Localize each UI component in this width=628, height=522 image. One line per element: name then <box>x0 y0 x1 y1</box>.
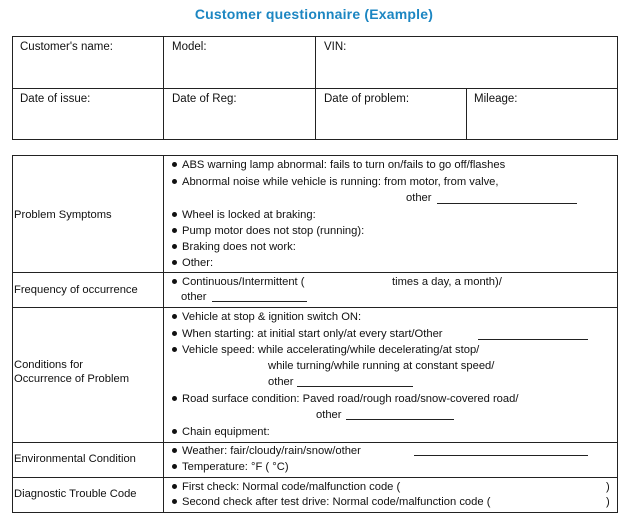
frequency-label: Frequency of occurrence <box>14 284 138 296</box>
symptom-other-blank[interactable] <box>437 203 577 204</box>
divider <box>12 442 618 443</box>
divider <box>315 36 316 140</box>
bullet-icon <box>172 396 177 401</box>
condition-item[interactable] <box>172 393 518 406</box>
conditions-label-line1: Conditions for <box>14 359 84 371</box>
frequency-other-blank[interactable] <box>212 301 307 302</box>
divider <box>163 155 164 513</box>
temperature-item[interactable] <box>172 461 289 474</box>
bullet-icon <box>172 244 177 249</box>
condition-text: When starting: at initial start only/at every start/Other <box>182 328 443 340</box>
bullet-icon <box>172 429 177 434</box>
dtc-second-check[interactable] <box>172 496 490 509</box>
condition-item[interactable] <box>172 311 361 324</box>
frequency-other-label: other <box>181 291 207 303</box>
customer-name-field[interactable]: Customer's name: <box>20 41 113 53</box>
weather-text: Weather: fair/cloudy/rain/snow/other <box>182 445 361 457</box>
environment-label: Environmental Condition <box>14 453 136 465</box>
dtc-close-paren: ) <box>606 496 610 508</box>
frequency-times-text: times a day, a month)/ <box>392 276 502 288</box>
divider <box>12 307 618 308</box>
weather-item[interactable] <box>172 445 361 458</box>
divider <box>163 36 164 140</box>
symptom-item[interactable] <box>172 209 316 222</box>
dtc-first-check[interactable] <box>172 481 400 494</box>
speed-other-label: other <box>268 376 294 388</box>
bullet-icon <box>172 347 177 352</box>
divider <box>12 272 618 273</box>
condition-text: Road surface condition: Paved road/rough road/snow-covered road/ <box>182 393 519 405</box>
dtc-second-text: Second check after test drive: Normal code/malfunction code ( <box>182 496 491 508</box>
model-field[interactable]: Model: <box>172 41 207 53</box>
condition-item[interactable] <box>172 426 270 439</box>
vin-field[interactable]: VIN: <box>324 41 347 53</box>
bullet-icon <box>172 464 177 469</box>
bullet-icon <box>172 499 177 504</box>
condition-item[interactable] <box>172 328 443 341</box>
bullet-icon <box>172 260 177 265</box>
speed-other-blank[interactable] <box>297 386 413 387</box>
bullet-icon <box>172 228 177 233</box>
bullet-icon <box>172 162 177 167</box>
symptom-text: Abnormal noise while vehicle is running: from motor, from valve, <box>182 176 499 188</box>
date-of-reg-field[interactable]: Date of Reg: <box>172 93 237 105</box>
symptom-text: Other: <box>182 257 214 269</box>
problem-symptoms-label: Problem Symptoms <box>14 209 112 221</box>
temperature-text: Temperature: °F ( °C) <box>182 461 289 473</box>
weather-other-blank[interactable] <box>414 455 588 456</box>
symptom-other-label: other <box>406 192 432 204</box>
divider <box>12 477 618 478</box>
mileage-field[interactable]: Mileage: <box>474 93 518 105</box>
symptom-text: Wheel is locked at braking: <box>182 209 316 221</box>
date-of-problem-field[interactable]: Date of problem: <box>324 93 410 105</box>
date-of-issue-field[interactable]: Date of issue: <box>20 93 91 105</box>
bullet-icon <box>172 484 177 489</box>
symptom-item[interactable] <box>172 257 213 270</box>
symptom-text: ABS warning lamp abnormal: fails to turn on/fails to go off/flashes <box>182 159 506 171</box>
symptom-item[interactable] <box>172 159 505 172</box>
road-other-label: other <box>316 409 342 421</box>
conditions-label-line2: Occurrence of Problem <box>14 373 130 385</box>
bullet-icon <box>172 279 177 284</box>
symptom-text: Pump motor does not stop (running): <box>182 225 365 237</box>
dtc-close-paren: ) <box>606 481 610 493</box>
dtc-first-text: First check: Normal code/malfunction code ( <box>182 481 401 493</box>
frequency-text: Continuous/Intermittent ( <box>182 276 305 288</box>
frequency-item[interactable] <box>172 276 305 289</box>
symptom-item[interactable] <box>172 241 296 254</box>
bullet-icon <box>172 212 177 217</box>
condition-text: Chain equipment: <box>182 426 270 438</box>
bullet-icon <box>172 179 177 184</box>
road-other-blank[interactable] <box>346 419 454 420</box>
bullet-icon <box>172 331 177 336</box>
bullet-icon <box>172 314 177 319</box>
condition-speed-cont: while turning/while running at constant speed/ <box>268 360 495 372</box>
divider <box>466 88 467 140</box>
conditions-label <box>14 358 129 386</box>
condition-text: Vehicle speed: while accelerating/while decelerating/at stop/ <box>182 344 480 356</box>
bullet-icon <box>172 448 177 453</box>
page-title: Customer questionnaire (Example) <box>194 6 434 22</box>
condition-text: Vehicle at stop & ignition switch ON: <box>182 311 362 323</box>
symptom-text: Braking does not work: <box>182 241 296 253</box>
condition-item[interactable] <box>172 344 479 357</box>
start-other-blank[interactable] <box>478 339 588 340</box>
dtc-label: Diagnostic Trouble Code <box>14 488 137 500</box>
symptom-item[interactable] <box>172 176 499 189</box>
symptom-item[interactable] <box>172 225 364 238</box>
